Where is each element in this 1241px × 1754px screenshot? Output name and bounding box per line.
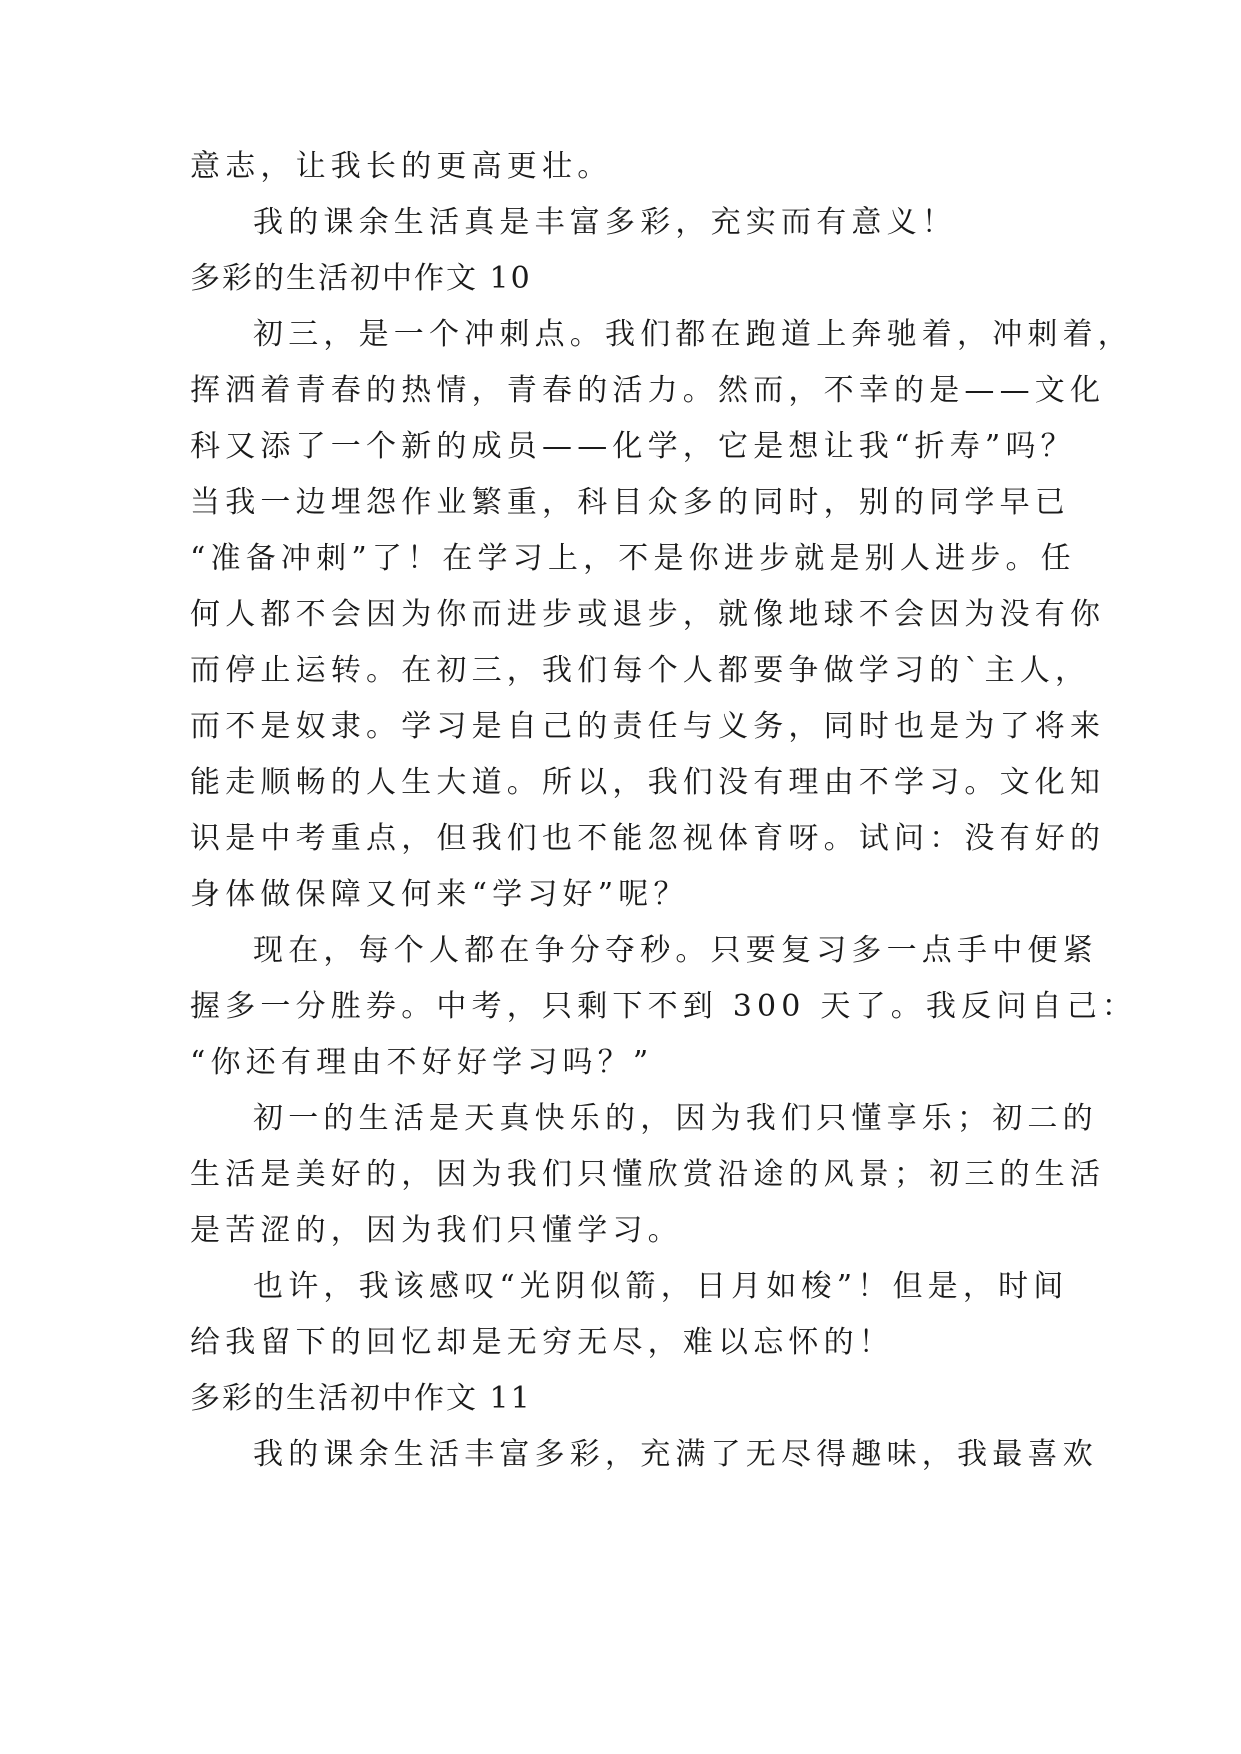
paragraph-first-line: 我的课余生活丰富多彩，充满了无尽得趣味，我最喜欢: [253, 1437, 1098, 1472]
text-line: 挥洒着青春的热情，青春的活力。然而，不幸的是——文化: [190, 373, 1106, 408]
section-heading: 多彩的生活初中作文 11: [190, 1381, 532, 1416]
section-heading: 多彩的生活初中作文 10: [190, 261, 532, 296]
paragraph-first-line: 初三，是一个冲刺点。我们都在跑道上奔驰着，冲刺着，: [253, 317, 1133, 352]
text-line: 识是中考重点，但我们也不能忽视体育呀。试问：没有好的: [190, 821, 1106, 856]
text-line: 当我一边埋怨作业繁重，科目众多的同时，别的同学早已: [190, 485, 1070, 520]
text-line: 而不是奴隶。学习是自己的责任与义务，同时也是为了将来: [190, 709, 1106, 744]
text-line: 何人都不会因为你而进步或退步，就像地球不会因为没有你: [190, 597, 1106, 632]
text-line: 意志，让我长的更高更壮。: [190, 149, 613, 184]
paragraph-first-line: 现在，每个人都在争分夺秒。只要复习多一点手中便紧: [253, 933, 1098, 968]
paragraph-first-line: 初一的生活是天真快乐的，因为我们只懂享乐；初二的: [253, 1101, 1098, 1136]
text-line: “你还有理由不好好学习吗？”: [190, 1045, 654, 1080]
text-line: 握多一分胜券。中考，只剩下不到 300 天了。我反问自己：: [190, 989, 1138, 1024]
text-line: 生活是美好的，因为我们只懂欣赏沿途的风景；初三的生活: [190, 1157, 1106, 1192]
text-line: 能走顺畅的人生大道。所以，我们没有理由不学习。文化知: [190, 765, 1106, 800]
text-line: 给我留下的回忆却是无穷无尽，难以忘怀的！: [190, 1325, 894, 1360]
text-line: 而停止运转。在初三，我们每个人都要争做学习的`主人，: [190, 653, 1091, 688]
paragraph-first-line: 也许，我该感叹“光阴似箭，日月如梭”！但是，时间: [253, 1269, 1069, 1304]
paragraph-first-line: 我的课余生活真是丰富多彩，充实而有意义！: [253, 205, 957, 240]
text-line: 身体做保障又何来“学习好”呢？: [190, 877, 689, 912]
text-line: 是苦涩的，因为我们只懂学习。: [190, 1213, 683, 1248]
text-line: 科又添了一个新的成员——化学，它是想让我“折寿”吗？: [190, 429, 1076, 464]
text-line: “准备冲刺”了！在学习上，不是你进步就是别人进步。任: [190, 541, 1076, 576]
